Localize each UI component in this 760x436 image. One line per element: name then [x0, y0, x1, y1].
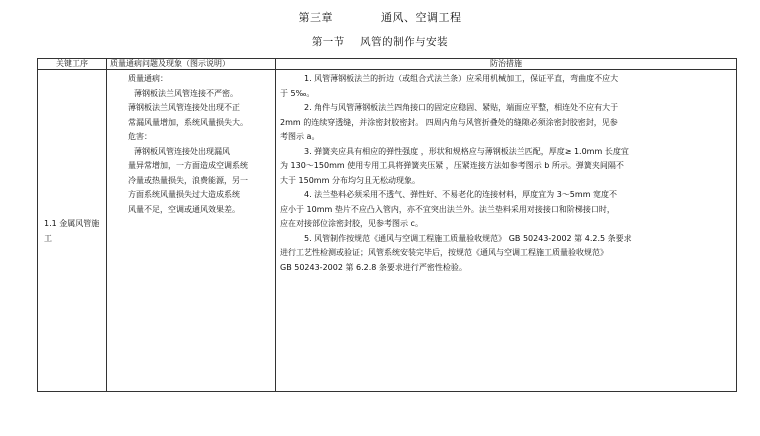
section-title: 第一节 风管的制作与安装	[311, 36, 449, 48]
chapter-title: 第三章 通风、空调工程	[298, 11, 462, 24]
header-key-process: 关键工序	[38, 59, 107, 70]
problem-line: 薄钢板风管连接处出现漏风	[134, 146, 230, 156]
problem-line: 常漏风量增加，系统风量损失大。	[128, 117, 248, 127]
measure-line: 考图示 a。	[280, 132, 320, 141]
quality-table	[37, 58, 737, 392]
measure-line: 大于 150mm 分布均匀且无松动现象。	[280, 175, 420, 185]
problem-line: 风量不足，空调或通风效果差。	[128, 204, 240, 214]
measure-line: 4. 法兰垫料必须采用不透气、弹性好、不易老化的连接材料，厚度宜为 3～5mm 宽度不	[304, 190, 618, 199]
problem-line: 冷量或热量损失，浪费能源，另一	[128, 175, 248, 185]
problem-line: 方面系统风量损失过大造成系统	[128, 190, 240, 199]
header-prevention-measures: 防治措施	[276, 59, 737, 70]
measure-line: 3. 弹簧夹应具有相应的弹性强度 ，形状和规格应与薄钢板法兰匹配，厚度≥ 1.0mm 长度宜	[304, 146, 629, 156]
problem-line: 危害：	[128, 132, 152, 141]
table-row	[38, 70, 737, 392]
measure-line: 应在对接部位涂密封胶，见参考图示 c。	[280, 219, 423, 228]
measures-cell	[276, 70, 737, 392]
table-header-row	[38, 59, 737, 70]
measure-line: 应小于 10mm 垫片不应凸入管内，亦不宜突出法兰外。法兰垫料采用对接接口和阶梯接口时，	[280, 204, 615, 214]
measure-line: 5. 风管制作按规范《通风与空调工程施工质量验收规范》 GB 50243-2002 第 4.2.5 条要求	[304, 233, 632, 243]
problems-cell	[107, 70, 276, 392]
problem-line: 薄钢板法兰风管连接处出现不正	[128, 103, 240, 112]
measure-line: GB 50243-2002 第 6.2.8 条要求进行严密性检验。	[280, 262, 467, 272]
measure-line: 为 130～150mm 使用专用工具将弹簧夹压紧 ，压紧连接方法如参考图示 b 所示。弹簧夹间隔不	[280, 161, 624, 170]
measure-line: 2. 角件与风管薄钢板法兰四角接口的固定应稳固、紧贴，端面应平整，相连处不应有大于	[304, 103, 619, 112]
problem-line: 量异常增加，一方面造成空调系统	[128, 161, 248, 170]
header-quality-problems: 质量通病问题及现象（图示说明）	[107, 59, 276, 70]
measure-line: 1. 风管薄钢板法兰的折边（或组合式法兰条）应采用机械加工，保证平直，弯曲度不应大	[304, 74, 619, 83]
problem-line: 质量通病：	[128, 74, 168, 83]
process-cell: 1.1 金属风管施工	[38, 70, 107, 392]
measure-line: 2mm 的连续穿透缝，并涂密封胶密封。 四周内角与风管折叠处的缝隙必须涂密封胶密封，见参	[280, 117, 618, 127]
measure-line: 于 5‰。	[280, 88, 315, 98]
measure-line: 进行工艺性检测或验证；风管系统安装完毕后，按规范《通风与空调工程施工质量验收规范》	[280, 248, 608, 257]
problem-line: 薄钢板法兰风管连接不严密。	[134, 88, 238, 98]
